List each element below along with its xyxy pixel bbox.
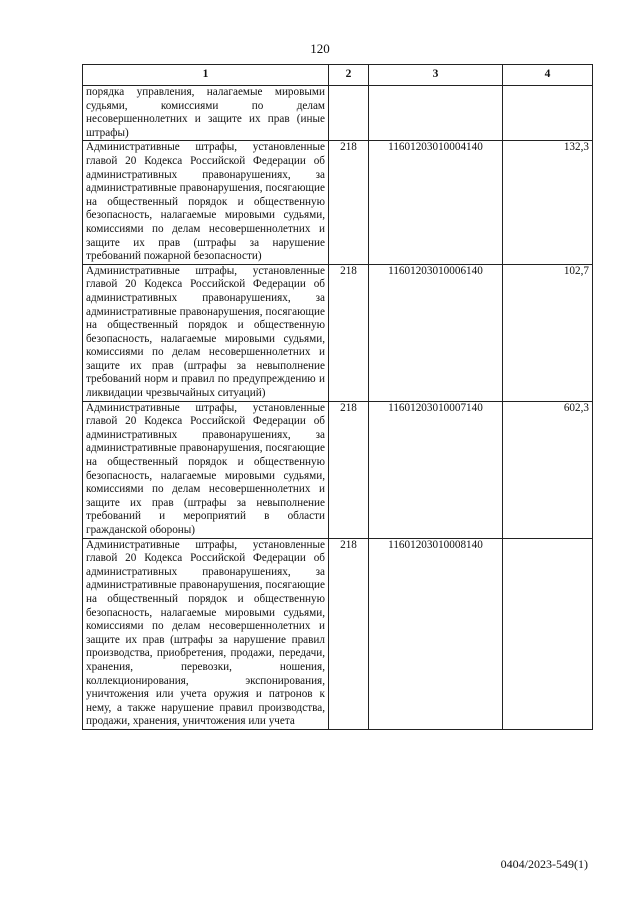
row-admin-code: 218: [329, 264, 369, 401]
table-row: [83, 401, 593, 538]
row-admin-code: 218: [329, 401, 369, 538]
header-col-1: 1: [83, 65, 329, 86]
table-header-row: [83, 65, 593, 86]
row-kbk-code: [369, 86, 503, 141]
row-kbk-code: 11601203010006140: [369, 264, 503, 401]
document-number: 0404/2023-549(1): [500, 857, 588, 871]
table-row: [83, 538, 593, 729]
budget-table: [82, 64, 593, 730]
page-number: 120: [310, 41, 330, 56]
row-admin-code: [329, 86, 369, 141]
header-col-4: 4: [503, 65, 593, 86]
row-description: Административные штрафы, установленные главой 20 Кодекса Российской Федерации об административных правонарушениях, за административные правонарушения, посягающие на общественный порядок и общественную безопасность, налагаемые мировыми судьями, комиссиями по делам несовершеннолетних и защите их прав (штрафы за невыполнение требований норм и правил по предупреждению и ликвидации чрезвычайных ситуаций): [83, 264, 329, 401]
table-row: [83, 141, 593, 264]
row-amount: [503, 86, 593, 141]
row-amount: 102,7: [503, 264, 593, 401]
header-col-3: 3: [369, 65, 503, 86]
row-kbk-code: 11601203010004140: [369, 141, 503, 264]
header-col-2: 2: [329, 65, 369, 86]
row-admin-code: 218: [329, 538, 369, 729]
row-kbk-code: 11601203010008140: [369, 538, 503, 729]
row-description: порядка управления, налагаемые мировыми судьями, комиссиями по делам несовершеннолетних и защите их прав (иные штрафы): [83, 86, 329, 141]
row-kbk-code: 11601203010007140: [369, 401, 503, 538]
row-amount: 132,3: [503, 141, 593, 264]
row-amount: 602,3: [503, 401, 593, 538]
table-row: [83, 86, 593, 141]
row-description: Административные штрафы, установленные главой 20 Кодекса Российской Федерации об административных правонарушениях, за административные правонарушения, посягающие на общественный порядок и общественную безопасность, налагаемые мировыми судьями, комиссиями по делам несовершеннолетних и защите их прав (штрафы за нарушение правил производства, приобретения, продажи, передачи, хранения, перевозки, ношения, коллекционирования, экспонирования, уничтожения или учета оружия и патронов к нему, а также нарушение правил производства, продажи, хранения, уничтожения или учета: [83, 538, 329, 729]
row-description: Административные штрафы, установленные главой 20 Кодекса Российской Федерации об административных правонарушениях, за административные правонарушения, посягающие на общественный порядок и общественную безопасность, налагаемые мировыми судьями, комиссиями по делам несовершеннолетних и защите их прав (штрафы за нарушение требований пожарной безопасности): [83, 141, 329, 264]
row-admin-code: 218: [329, 141, 369, 264]
row-amount: [503, 538, 593, 729]
row-description: Административные штрафы, установленные главой 20 Кодекса Российской Федерации об административных правонарушениях, за административные правонарушения, посягающие на общественный порядок и общественную безопасность, налагаемые мировыми судьями, комиссиями по делам несовершеннолетних и защите их прав (штрафы за невыполнение требований и мероприятий в области гражданской обороны): [83, 401, 329, 538]
table-row: [83, 264, 593, 401]
